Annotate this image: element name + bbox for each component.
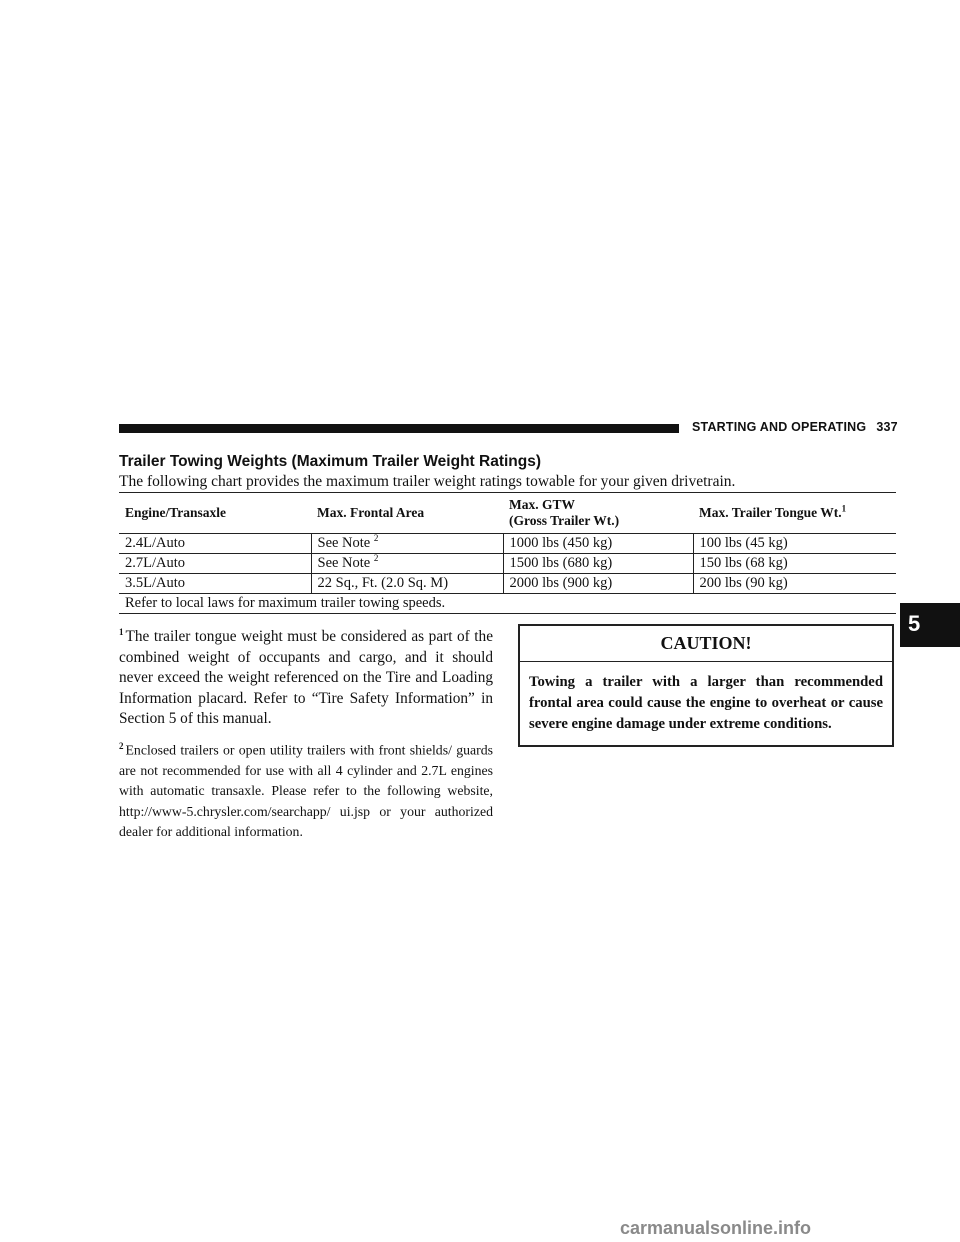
footnotes [119,622,493,843]
chapter-tab [900,603,960,647]
col-gtw-line2: (Gross Trailer Wt.) [509,513,620,528]
header-rule [119,424,679,433]
footnote-1 [119,622,493,730]
cell-frontal [311,554,503,574]
cell-frontal-footnote: 2 [373,533,379,544]
footnote-2-mark: 2 [119,740,124,751]
caution-text: Towing a trailer with a larger than recommended frontal area could cause the engine to overheat or cause severe engine damage under extreme conditions. [529,674,883,732]
cell-engine: 3.5L/Auto [119,574,311,594]
footnote-2-text: Enclosed trailers or open utility trailers with front shields/ guards are not recommended for use with all 4 cylinder and 2.7L engines with automatic transaxle. Please refer to the following website, http://www-5.chrysler.com/searchapp/ ui.jsp or your authorized dealer for additional information. [119,742,493,840]
cell-tongue: 100 lbs (45 kg) [693,534,896,554]
cell-gtw: 2000 lbs (900 kg) [503,574,693,594]
intro-text: The following chart provides the maximum trailer weight ratings towable for your given drivetrain. [119,473,736,490]
cell-frontal-text: See Note [317,535,371,551]
watermark: carmanualsonline.info [620,1218,812,1238]
caution-box [518,624,894,747]
cell-tongue: 200 lbs (90 kg) [693,574,896,594]
table-row [119,534,896,554]
table-footer-row [119,594,896,614]
cell-frontal [311,534,503,554]
cell-gtw: 1000 lbs (450 kg) [503,534,693,554]
col-gtw-line1: Max. GTW [509,497,575,512]
footnote-2 [119,736,493,843]
running-header [692,420,898,434]
table-footer-note: Refer to local laws for maximum trailer towing speeds. [119,594,896,614]
cell-tongue: 150 lbs (68 kg) [693,554,896,574]
col-gtw [503,493,693,534]
table-row [119,574,896,594]
col-frontal-area: Max. Frontal Area [311,493,503,534]
table-row [119,554,896,574]
footnote-1-text: The trailer tongue weight must be considered as part of the combined weight of occupants and cargo, and it should never exceed the weight referenced on the Tire and Loading Information placard. Refer to “Tire Safety Information” in Section 5 of this manual. [119,628,493,728]
page-number: 337 [876,420,898,434]
chapter-tab-number: 5 [908,611,921,636]
cell-frontal-text: See Note [317,555,371,571]
cell-gtw: 1500 lbs (680 kg) [503,554,693,574]
col-tongue-label: Max. Trailer Tongue Wt. [699,505,842,520]
table-header-row [119,493,896,534]
cell-engine: 2.4L/Auto [119,534,311,554]
towing-weights-table [119,492,896,614]
col-engine: Engine/Transaxle [119,493,311,534]
footnote-1-mark: 1 [119,627,124,637]
section-title: Trailer Towing Weights (Maximum Trailer Weight Ratings) [119,453,542,470]
cell-frontal [311,574,503,594]
col-tongue [693,493,896,534]
cell-engine: 2.7L/Auto [119,554,311,574]
header-section: STARTING AND OPERATING [692,420,867,434]
cell-frontal-text: 22 Sq., Ft. (2.0 Sq. M) [317,575,449,591]
col-tongue-footnote: 1 [841,503,847,514]
cell-frontal-footnote: 2 [373,553,379,564]
caution-title: CAUTION! [660,633,752,653]
